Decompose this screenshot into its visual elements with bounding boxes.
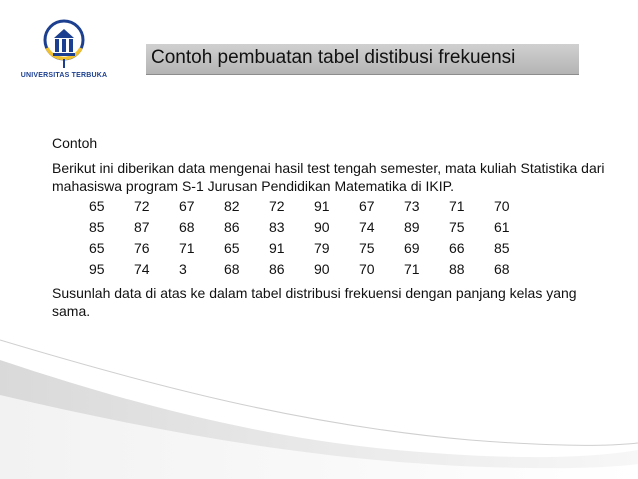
instruction-text: Susunlah data di atas ke dalam tabel distribusi frekuensi dengan panjang kelas yang sama.: [52, 284, 577, 319]
table-cell: 67: [359, 197, 375, 214]
table-cell: 65: [89, 197, 105, 214]
table-cell: 61: [494, 218, 510, 235]
table-cell: 91: [314, 197, 330, 214]
table-cell: 75: [449, 218, 465, 235]
table-cell: 74: [134, 260, 150, 277]
table-cell: 66: [449, 239, 465, 256]
table-row: [89, 197, 539, 218]
table-cell: 90: [314, 260, 330, 277]
table-cell: 72: [134, 197, 150, 214]
table-cell: 85: [89, 218, 105, 235]
table-cell: 71: [449, 197, 465, 214]
slide-content: [52, 134, 612, 321]
table-cell: 75: [359, 239, 375, 256]
table-cell: 85: [494, 239, 510, 256]
table-cell: 70: [494, 197, 510, 214]
slide-title: Contoh pembuatan tabel distibusi frekuensi: [151, 47, 516, 68]
intro-text: Berikut ini diberikan data mengenai hasil test tengah semester, mata kuliah Statistika dari mahasiswa program S-1 Jurusan Pendidikan Matematika di IKIP.: [52, 159, 605, 194]
table-cell: 86: [269, 260, 285, 277]
table-cell: 74: [359, 218, 375, 235]
table-cell: 79: [314, 239, 330, 256]
table-cell: 83: [269, 218, 285, 235]
table-cell: 90: [314, 218, 330, 235]
table-cell: 68: [494, 260, 510, 277]
table-cell: 86: [224, 218, 240, 235]
table-cell: 91: [269, 239, 285, 256]
table-cell: 69: [404, 239, 420, 256]
table-cell: 71: [179, 239, 195, 256]
table-row: [89, 239, 539, 260]
table-cell: 3: [179, 260, 187, 277]
table-cell: 88: [449, 260, 465, 277]
table-cell: 87: [134, 218, 150, 235]
logo-text: UNIVERSITAS TERBUKA: [20, 72, 108, 79]
table-cell: 68: [179, 218, 195, 235]
table-cell: 73: [404, 197, 420, 214]
table-cell: 71: [404, 260, 420, 277]
universitas-terbuka-logo-icon: [42, 18, 86, 70]
table-cell: 89: [404, 218, 420, 235]
table-cell: 76: [134, 239, 150, 256]
table-row: [89, 218, 539, 239]
data-table: [89, 197, 539, 281]
table-cell: 65: [89, 239, 105, 256]
title-bar: [146, 44, 579, 75]
table-row: [89, 260, 539, 281]
table-cell: 82: [224, 197, 240, 214]
table-cell: 67: [179, 197, 195, 214]
table-cell: 95: [89, 260, 105, 277]
table-cell: 68: [224, 260, 240, 277]
content-heading: Contoh: [52, 135, 98, 151]
university-logo: [12, 14, 116, 84]
table-cell: 65: [224, 239, 240, 256]
table-cell: 72: [269, 197, 285, 214]
table-cell: 70: [359, 260, 375, 277]
